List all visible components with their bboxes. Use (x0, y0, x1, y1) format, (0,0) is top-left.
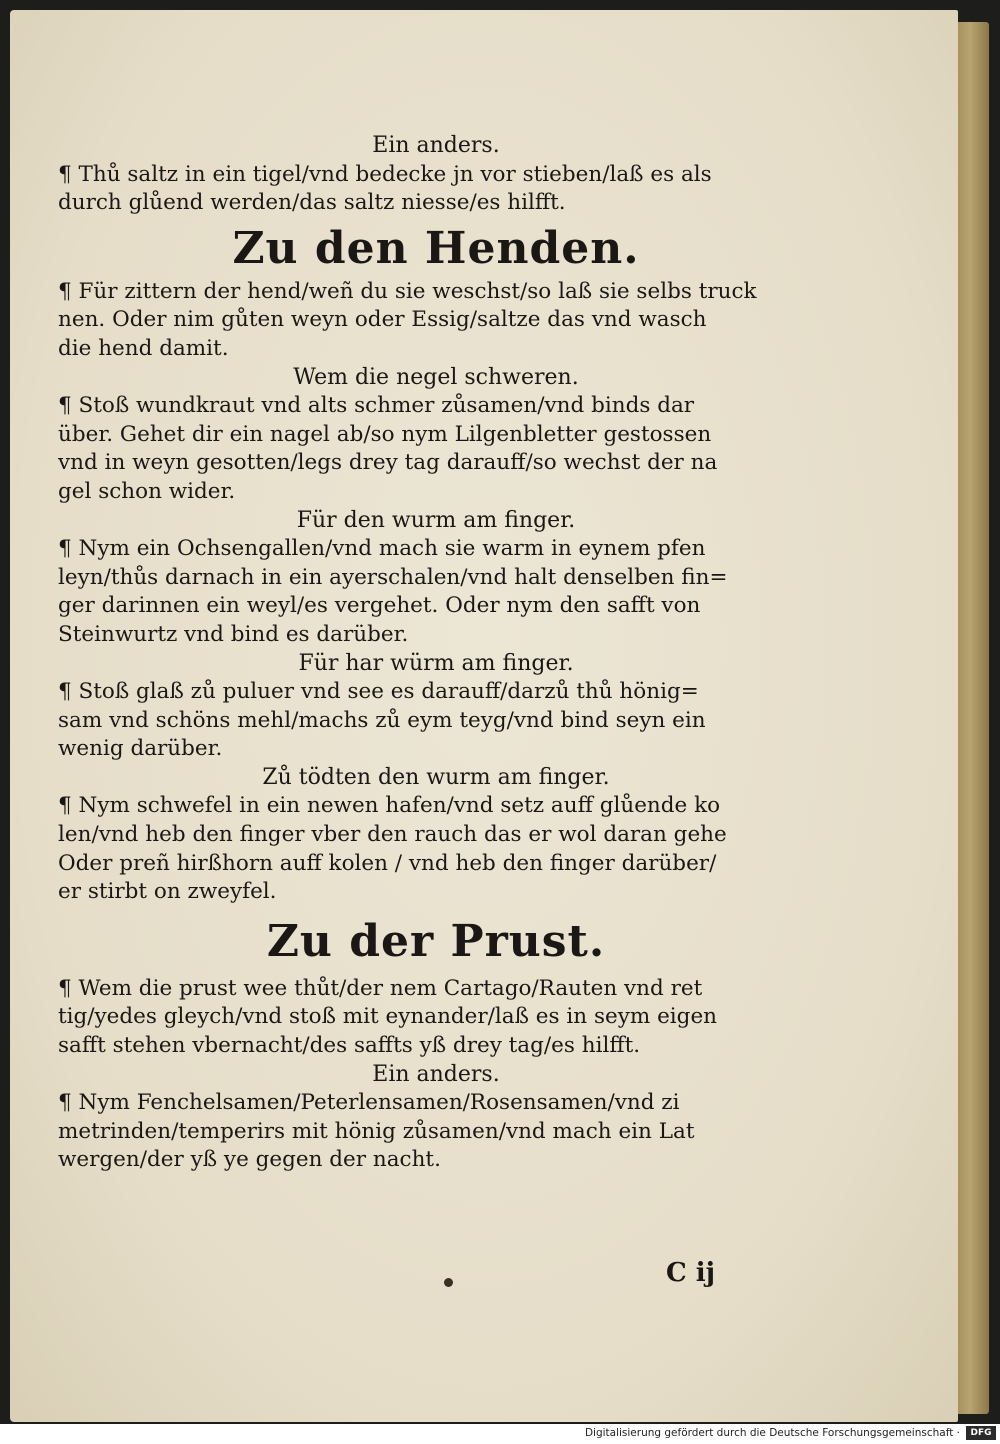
text-line: ¶ Stoß wundkraut vnd alts schmer zůsamen/vnd binds dar (58, 393, 695, 419)
book-board-edge (955, 22, 989, 1414)
text-line: vnd in weyn gesotten/legs drey tag darauff/so wechst der na (58, 450, 718, 476)
text-line: er stirbt on zweyfel. (58, 879, 277, 905)
text-line: wenig darüber. (58, 736, 223, 762)
section-heading: Zu den Henden. (232, 222, 640, 274)
text-line: ¶ Nym schwefel in ein newen hafen/vnd setz auff glůende ko (58, 793, 721, 819)
text-line: über. Gehet dir ein nagel ab/so nym Lilgenbletter gestossen (58, 421, 712, 447)
text-line: ¶ Thů saltz in ein tigel/vnd bedecke jn vor stieben/laß es als (58, 161, 712, 187)
recipe-title: Für den wurm am finger. (296, 507, 576, 533)
text-line: ¶ Nym Fenchelsamen/Peterlensamen/Rosensamen/vnd zi (58, 1090, 680, 1116)
dfg-logo-badge: DFG (966, 1426, 996, 1440)
text-line: len/vnd heb den finger vber den rauch das er wol daran gehe (58, 822, 727, 848)
text-line: die hend damit. (58, 335, 229, 361)
text-line: sam vnd schöns mehl/machs zů eym teyg/vnd bind seyn ein (58, 707, 706, 733)
ink-spot (444, 1278, 453, 1287)
footer-bar (0, 1424, 1000, 1444)
recipe-title: Ein anders. (372, 133, 500, 158)
text-line: ¶ Für zittern der hend/weñ du sie weschst/so laß sie selbs truck (58, 278, 757, 304)
text-line: tig/yedes gleych/vnd stoß mit eynander/laß es in seym eigen (58, 1004, 718, 1030)
text-line: Steinwurtz vnd bind es darüber. (58, 621, 409, 647)
recipe-title: Zů tödten den wurm am finger. (262, 764, 610, 790)
text-line: ger darinnen ein weyl/es vergehet. Oder nym den safft von (58, 593, 701, 619)
section-heading: Zu der Prust. (266, 915, 606, 967)
text-line: leyn/thůs darnach in ein ayerschalen/vnd halt denselben fin= (58, 564, 728, 590)
funding-credit: Digitalisierung gefördert durch die Deutsche Forschungsgemeinschaft · (584, 1427, 960, 1439)
page-text-block (58, 132, 814, 1175)
text-line: ¶ Nym ein Ochsengallen/vnd mach sie warm in eynem pfen (58, 536, 706, 562)
text-line: nen. Oder nim gůten weyn oder Essig/saltze das vnd wasch (58, 307, 707, 333)
text-line: gel schon wider. (58, 478, 236, 504)
signature-mark: C ij (666, 1258, 716, 1288)
recipe-title: Für har würm am finger. (298, 650, 574, 676)
text-line: ¶ Wem die prust wee thůt/der nem Cartago/Rauten vnd ret (58, 975, 703, 1001)
text-line: wergen/der yß ye gegen der nacht. (58, 1147, 441, 1173)
text-line: Oder preñ hirßhorn auff kolen / vnd heb den finger darüber/ (58, 850, 717, 876)
text-line: durch glůend werden/das saltz niesse/es hilfft. (58, 190, 566, 216)
text-line: metrinden/temperirs mit hönig zůsamen/vnd mach ein Lat (58, 1118, 695, 1144)
text-line: safft stehen vbernacht/des saffts yß drey tag/es hilfft. (58, 1033, 641, 1059)
recipe-title: Ein anders. (372, 1061, 500, 1087)
text-line: ¶ Stoß glaß zů puluer vnd see es darauff/darzů thů hönig= (58, 679, 699, 705)
recipe-title: Wem die negel schweren. (293, 364, 579, 390)
